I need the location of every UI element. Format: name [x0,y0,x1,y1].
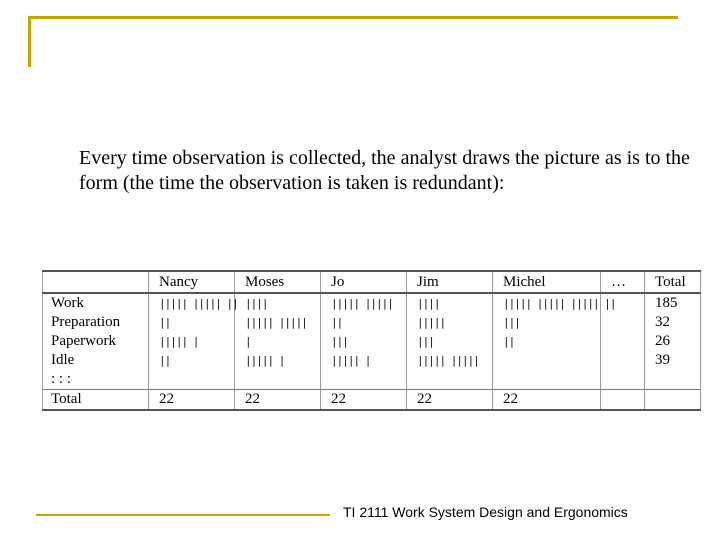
tally-cell: |||| [407,293,493,313]
tally-cell: ||||| | [149,332,235,351]
total-cell: 26 [645,332,701,351]
tally-cell: ||||| ||||| [321,293,407,313]
tally-cell: ||||| ||||| ||||| || [493,293,601,313]
table-row [43,351,701,370]
tally-cell: ||||| | [235,351,321,370]
header-cell: Total [645,271,701,293]
header-cell: Jo [321,271,407,293]
table-row [43,313,701,332]
table-row [43,370,701,390]
total-cell: 22 [407,390,493,411]
table-cell [407,370,493,390]
observation-table [42,270,701,411]
body-text: Every time observation is collected, the analyst draws the picture as is to the form (the time the observation is taken is redundant): [79,147,690,194]
tally-cell: || [149,351,235,370]
table-cell [601,313,645,332]
table-cell [493,370,601,390]
table-row [43,332,701,351]
frame-top-bar [28,16,678,19]
table-cell [601,332,645,351]
tally-cell: ||||| | [321,351,407,370]
total-cell: 32 [645,313,701,332]
row-label: Idle [43,351,149,370]
tally-cell: ||| [493,313,601,332]
total-cell: 22 [321,390,407,411]
footer-line [36,514,330,516]
tally-cell: | [235,332,321,351]
tally-cell: ||| [407,332,493,351]
header-cell: Michel [493,271,601,293]
tally-cell: || [149,313,235,332]
tally-cell: ||||| [407,313,493,332]
header-cell [43,271,149,293]
table-cell [235,370,321,390]
header-cell: Moses [235,271,321,293]
total-cell: 22 [149,390,235,411]
tally-cell: |||| [235,293,321,313]
row-label: Preparation [43,313,149,332]
footer-text: TI 2111 Work System Design and Ergonomics [343,504,628,520]
total-cell: 185 [645,293,701,313]
table-total-row [43,390,701,411]
header-cell: Jim [407,271,493,293]
table-cell [601,370,645,390]
row-label: Work [43,293,149,313]
table-header-row [43,271,701,293]
table-cell [149,370,235,390]
table-cell [645,370,701,390]
table-cell [601,351,645,370]
table-cell [601,390,645,411]
total-cell: 39 [645,351,701,370]
tally-cell: ||| [321,332,407,351]
tally-cell [493,351,601,370]
tally-cell: ||||| ||||| [235,313,321,332]
header-cell: … [601,271,645,293]
row-label: : : : [43,370,149,390]
total-cell: 22 [235,390,321,411]
tally-cell: || [321,313,407,332]
frame-left-bar [28,16,31,67]
header-cell: Nancy [149,271,235,293]
table-cell [645,390,701,411]
table-row [43,293,701,313]
table-cell [321,370,407,390]
tally-cell: ||||| ||||| [407,351,493,370]
tally-cell: ||||| ||||| || [149,293,235,313]
row-label: Paperwork [43,332,149,351]
tally-cell: || [493,332,601,351]
row-label: Total [43,390,149,411]
total-cell: 22 [493,390,601,411]
